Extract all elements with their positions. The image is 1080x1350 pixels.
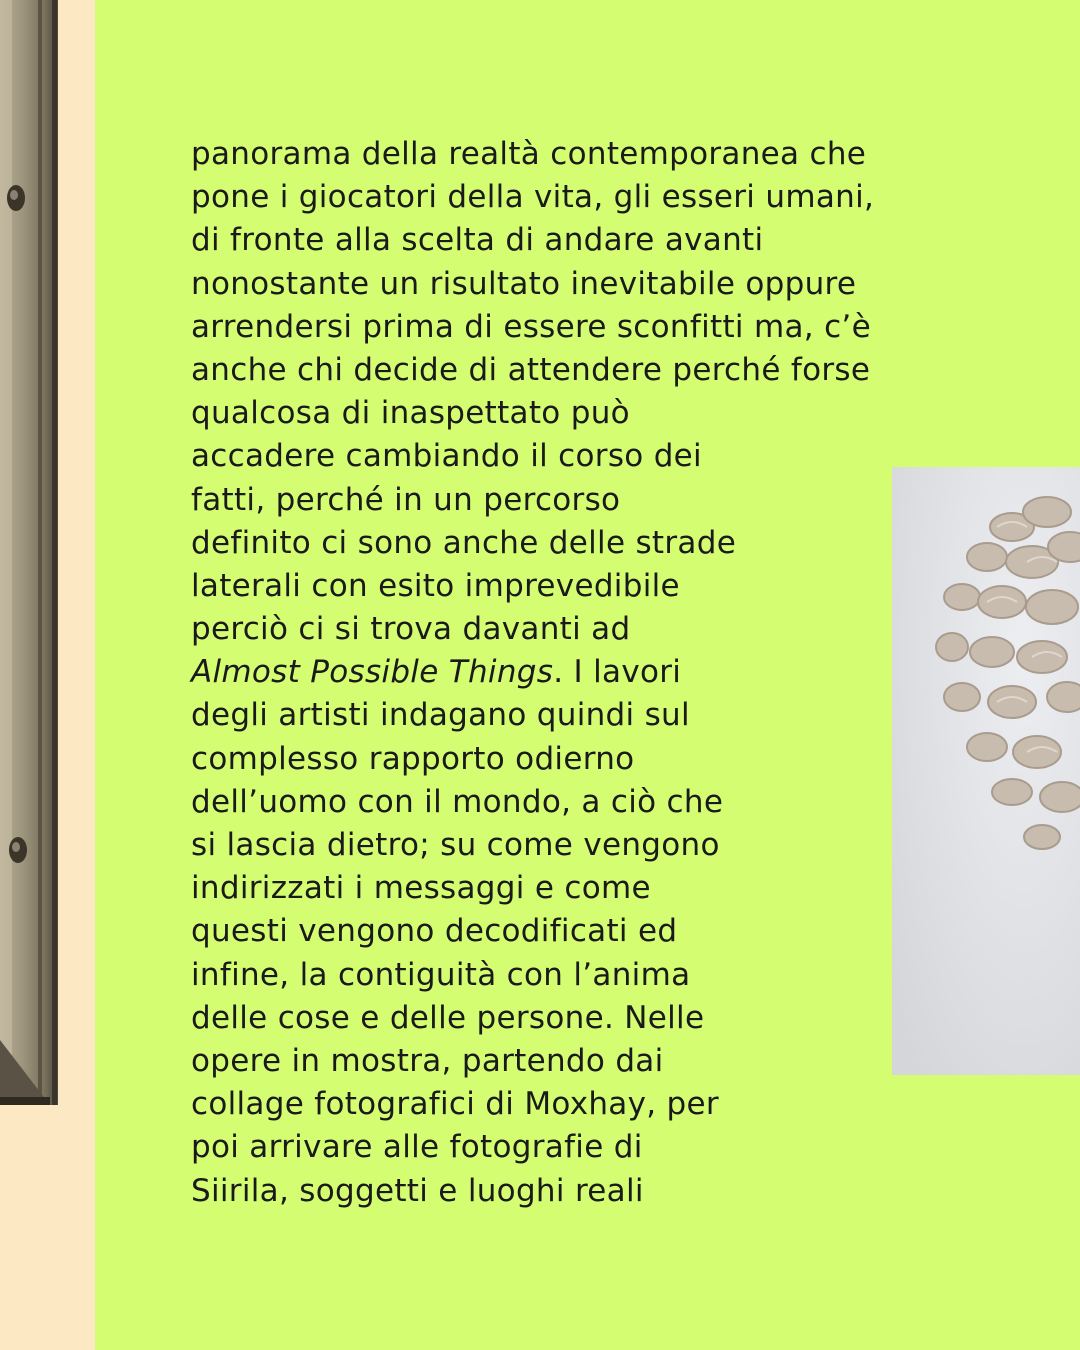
text-line: accadere cambiando il corso dei xyxy=(191,438,702,475)
text-line: delle cose e delle persone. Nelle xyxy=(191,999,705,1036)
text-line: di fronte alla scelta di andare avanti xyxy=(191,222,764,259)
vintage-photo-fragment xyxy=(0,0,60,1110)
text-line: anche chi decide di attendere perché forse xyxy=(191,351,871,388)
text-line: opere in mostra, partendo dai xyxy=(191,1042,664,1079)
text-line: indirizzati i messaggi e come xyxy=(191,870,651,907)
text-line-with-title xyxy=(191,651,991,694)
text-line: arrendersi prima di essere sconfitti ma, c’è xyxy=(191,308,871,345)
text-line: panorama della realtà contemporanea che xyxy=(191,136,867,172)
text-line: definito ci sono anche delle strade xyxy=(191,524,737,561)
text-line: poi arrivare alle fotografie di xyxy=(191,1129,643,1166)
text-line: degli artisti indagano quindi sul xyxy=(191,697,690,734)
title-continuation: . I lavori xyxy=(553,654,682,691)
text-line: questi vengono decodificati ed xyxy=(191,913,678,950)
text-line: fatti, perché in un percorso xyxy=(191,481,621,518)
text-line: complesso rapporto odierno xyxy=(191,740,635,777)
text-line: Siirila, soggetti e luoghi reali xyxy=(191,1172,644,1209)
text-line: dell’uomo con il mondo, a ciò che xyxy=(191,783,724,820)
text-line: laterali con esito imprevedibile xyxy=(191,567,680,604)
text-line: pone i giocatori della vita, gli esseri umani, xyxy=(191,179,875,216)
text-line: si lascia dietro; su come vengono xyxy=(191,827,720,863)
text-line: qualcosa di inaspettato può xyxy=(191,395,630,432)
exhibition-title: Almost Possible Things xyxy=(191,654,554,691)
text-line: collage fotografici di Moxhay, per xyxy=(191,1086,719,1123)
text-line: perciò ci si trova davanti ad xyxy=(191,611,631,648)
article-body xyxy=(191,133,991,1213)
left-cream-strip xyxy=(0,0,95,1350)
text-line: infine, la contiguità con l’anima xyxy=(191,956,691,993)
text-line: nonostante un risultato inevitabile oppure xyxy=(191,265,857,302)
